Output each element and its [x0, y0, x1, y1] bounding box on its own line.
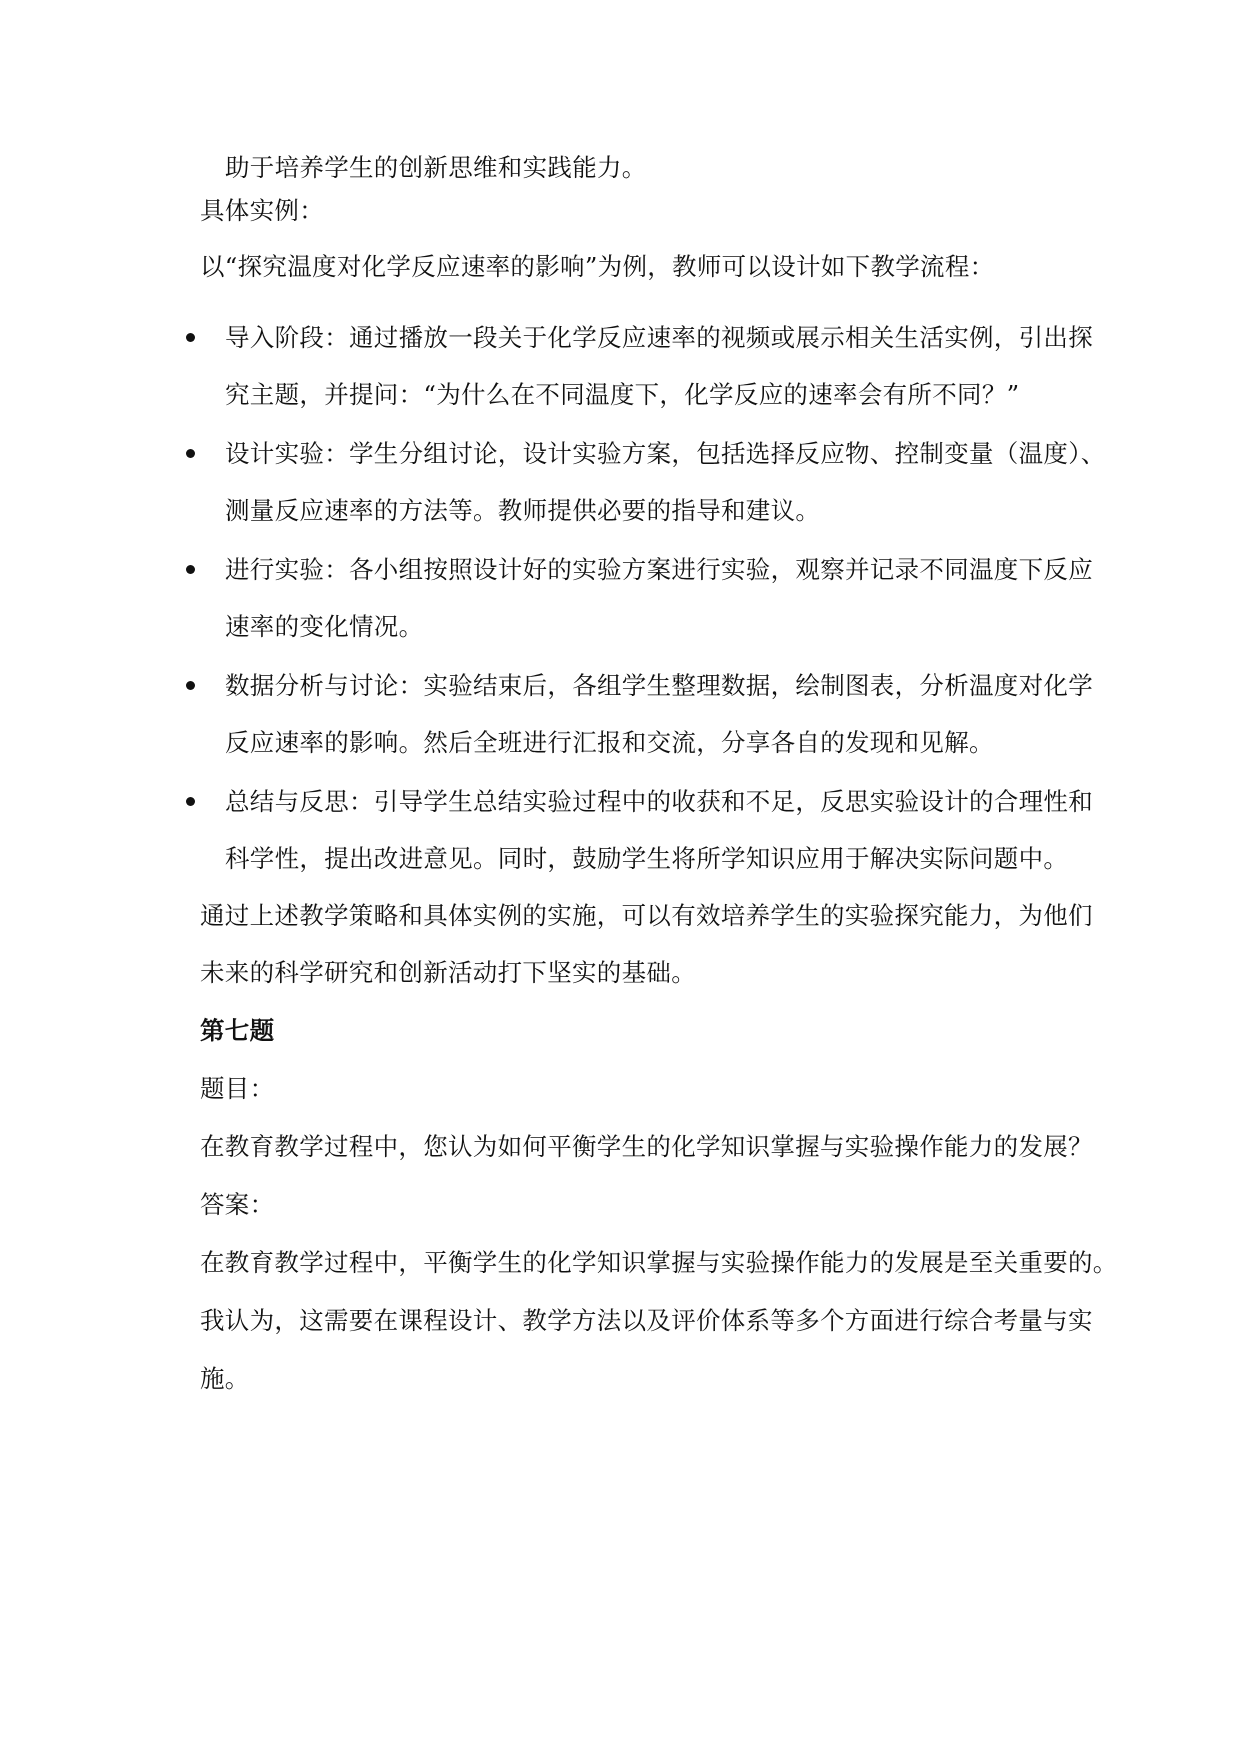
list-item-line: 反应速率的影响。然后全班进行汇报和交流，分享各自的发现和见解。: [225, 728, 994, 757]
question-label: 题目：: [200, 1074, 275, 1103]
question-text: 在教育教学过程中，您认为如何平衡学生的化学知识掌握与实验操作能力的发展？: [200, 1132, 1093, 1161]
bullet-icon: [186, 681, 195, 690]
paragraph-continuation: 助于培养学生的创新思维和实践能力。: [225, 153, 647, 182]
list-item-line: 进行实验：各小组按照设计好的实验方案进行实验，观察并记录不同温度下反应: [225, 555, 1093, 584]
list-item-line: 速率的变化情况。: [225, 612, 424, 641]
answer-line: 我认为，这需要在课程设计、教学方法以及评价体系等多个方面进行综合考量与实: [200, 1306, 1093, 1335]
answer-line: 施。: [200, 1364, 250, 1393]
list-item-line: 科学性，提出改进意见。同时，鼓励学生将所学知识应用于解决实际问题中。: [225, 844, 1069, 873]
list-item-line: 究主题，并提问：“为什么在不同温度下，化学反应的速率会有所不同？”: [225, 380, 1020, 409]
answer-label: 答案：: [200, 1190, 275, 1219]
list-item-line: 设计实验：学生分组讨论，设计实验方案，包括选择反应物、控制变量（温度）、: [225, 439, 1106, 468]
answer-line: 在教育教学过程中，平衡学生的化学知识掌握与实验操作能力的发展是至关重要的。: [200, 1248, 1118, 1277]
example-label: 具体实例：: [200, 196, 324, 225]
conclusion-line: 通过上述教学策略和具体实例的实施，可以有效培养学生的实验探究能力，为他们: [200, 901, 1093, 930]
section-heading: 第七题: [200, 1016, 275, 1045]
bullet-icon: [186, 449, 195, 458]
conclusion-line: 未来的科学研究和创新活动打下坚实的基础。: [200, 958, 696, 987]
list-item-line: 测量反应速率的方法等。教师提供必要的指导和建议。: [225, 496, 821, 525]
bullet-icon: [186, 333, 195, 342]
example-intro: 以“探究温度对化学反应速率的影响”为例，教师可以设计如下教学流程：: [200, 252, 995, 281]
list-item-line: 数据分析与讨论：实验结束后，各组学生整理数据，绘制图表，分析温度对化学: [225, 671, 1093, 700]
list-item-line: 总结与反思：引导学生总结实验过程中的收获和不足，反思实验设计的合理性和: [225, 787, 1093, 816]
bullet-icon: [186, 565, 195, 574]
list-item-line: 导入阶段：通过播放一段关于化学反应速率的视频或展示相关生活实例，引出探: [225, 323, 1093, 352]
bullet-icon: [186, 797, 195, 806]
